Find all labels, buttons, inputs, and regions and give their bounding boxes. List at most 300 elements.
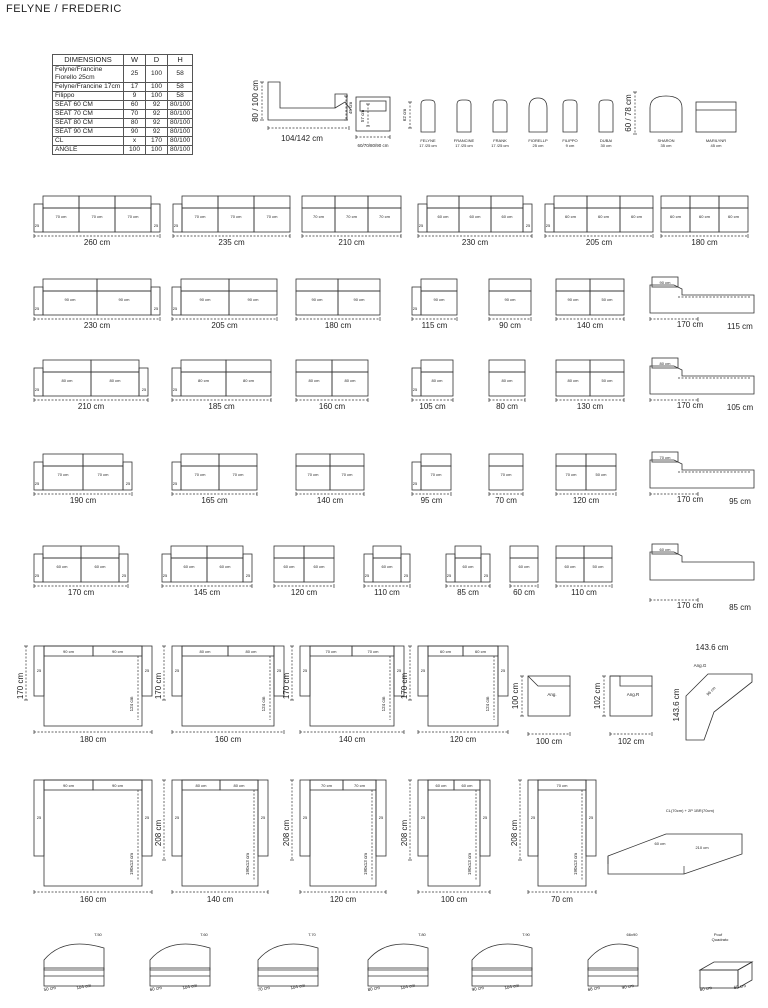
total-width-label: 110 cm <box>571 588 597 597</box>
seat-width-label: 60 cm <box>598 214 609 219</box>
seat-cushion <box>79 208 115 232</box>
seat-width-label: 80 cm <box>198 378 209 383</box>
backrest <box>296 454 330 466</box>
seat-cushion <box>554 208 587 232</box>
armrest-shape <box>563 100 577 132</box>
seat-width-label: 70 cm <box>232 472 244 477</box>
armrest-shape <box>650 96 682 132</box>
seat-cushion <box>207 558 243 582</box>
seat-cushion <box>43 466 83 490</box>
table-cell: Felyne/Francine Fiorello 25cm <box>53 66 124 83</box>
angle-height-label: 102 cm <box>593 682 602 710</box>
backrest <box>182 196 218 208</box>
backrest <box>335 196 368 208</box>
seat-cushion <box>491 208 523 232</box>
armrest-size: 25 cm <box>532 143 544 148</box>
total-width-label: 115 cm <box>421 321 448 330</box>
table-cell: 92 <box>146 128 168 137</box>
backrest <box>584 546 612 558</box>
backrest <box>459 196 491 208</box>
seat-cushion <box>332 372 368 396</box>
backrest <box>43 546 81 558</box>
seat-cushion <box>489 466 523 490</box>
seat-cushion <box>97 291 151 315</box>
table-cell: 17 <box>124 83 146 92</box>
armrest-name: FIORELLP <box>528 138 548 143</box>
pouf-width-label: 104 cm <box>504 982 520 991</box>
seat-width-label: 90 cm <box>567 297 579 302</box>
chaise-outline <box>650 552 754 580</box>
side-width-label: 25 <box>36 815 42 820</box>
arm-height-label: 62 cm <box>402 108 407 122</box>
pouf-back <box>368 944 428 970</box>
plan-body <box>428 646 498 726</box>
chaise-top-label: 90 cm <box>659 280 671 285</box>
backrest <box>455 546 481 558</box>
seat-width-label: 60 cm <box>56 564 68 569</box>
angle-width-label: 100 cm <box>535 737 563 746</box>
seat-cushion <box>489 372 525 396</box>
table-cell: Filippo <box>53 92 124 101</box>
total-width-label: 185 cm <box>208 402 235 411</box>
seat-width-label: 70 cm <box>307 472 319 477</box>
armrest-name: MARILYNR <box>705 138 727 143</box>
backrest <box>338 279 380 291</box>
seat-cushion <box>373 558 401 582</box>
seat-width-label: 70 cm <box>346 214 357 219</box>
pouf-depth-label: 66 cm <box>587 984 601 993</box>
table-cell: 80/100 <box>168 119 193 128</box>
seat-width-label: 80 cm <box>567 378 579 383</box>
backrest <box>181 454 219 466</box>
pouf-back <box>150 944 210 970</box>
total-width-label: 140 cm <box>206 895 234 904</box>
table-cell: SEAT 70 CM <box>53 110 124 119</box>
table-cell: 80/100 <box>168 137 193 146</box>
side-width-label: 25 <box>302 668 308 673</box>
seat-cushion <box>590 372 624 396</box>
seat-cushion <box>171 558 207 582</box>
backrest <box>510 546 538 558</box>
chaise-outline <box>650 366 754 394</box>
total-width-label: 235 cm <box>218 238 245 247</box>
table-cell: 70 <box>124 110 146 119</box>
backrest <box>590 279 624 291</box>
total-width-label: 70 cm <box>551 895 573 904</box>
table-cell: 100 <box>146 92 168 101</box>
arm-width-label: 25 <box>153 223 159 228</box>
total-width-label: 180 cm <box>324 321 352 330</box>
arm-width-label: 25 <box>364 573 370 578</box>
seat-cushion <box>455 558 481 582</box>
seat-width-label: 50 cm <box>595 472 607 477</box>
total-width-label: 165 cm <box>201 496 228 505</box>
seat-width-label: 60 cm <box>699 214 710 219</box>
table-cell: 170 <box>146 137 168 146</box>
header-cell: H <box>168 55 193 66</box>
seat-width-label: 70 cm <box>266 214 278 219</box>
backrest <box>229 279 277 291</box>
backrest <box>368 196 401 208</box>
table-cell: 80 <box>124 119 146 128</box>
pouf-depth-label: 60 cm <box>149 984 163 993</box>
pouf-label: T.80 <box>418 932 426 937</box>
side-width-label: 25 <box>260 815 266 820</box>
depth-label: 190x13 cm <box>245 852 250 876</box>
seat-cushion <box>81 558 119 582</box>
pouf-width-label: 104 cm <box>76 982 92 991</box>
table-cell: 100 <box>146 146 168 155</box>
angle-label: Ang.R <box>626 692 640 697</box>
seat-width-label: 60 cm <box>728 214 739 219</box>
depth-label: 124 cm <box>261 696 266 712</box>
seat-width-label: 80 cm <box>245 649 257 654</box>
seat-cushion <box>556 466 586 490</box>
total-width-label: 205 cm <box>585 238 613 247</box>
height-label: 208 cm <box>282 819 291 847</box>
seat-cushion <box>335 208 368 232</box>
angle-height-label: 143.6 cm <box>672 688 681 722</box>
armrest-shape <box>493 100 507 132</box>
pouf-body <box>472 968 532 986</box>
seat-height-label: 45 cm <box>348 101 353 115</box>
total-width-label: 160 cm <box>318 402 346 411</box>
plan-body <box>44 780 142 886</box>
seat-width-label: 80 cm <box>195 783 207 788</box>
total-width-label: 140 cm <box>316 496 344 505</box>
seat-cushion <box>556 372 590 396</box>
backrest <box>719 196 748 208</box>
armrest-shape <box>421 100 435 132</box>
seat-width-label: 50 cm <box>601 378 613 383</box>
side-width-label: 25 <box>588 815 594 820</box>
total-width-label: 180 cm <box>79 735 107 744</box>
armrest-size: 30 cm <box>600 143 612 148</box>
seat-width-label: 80 cm <box>308 378 320 383</box>
side-width-label: 25 <box>420 668 426 673</box>
side-width-label: 25 <box>396 668 402 673</box>
seat-width-label: 90 cm <box>504 297 516 302</box>
backrest <box>330 454 364 466</box>
cl-note-label: CL(70cm) + 2P 1BR(70cm) <box>665 808 715 813</box>
table-cell: 58 <box>168 66 193 83</box>
chaise-depth-label: 170 cm <box>676 495 704 504</box>
armrest-name: FRANK <box>493 138 507 143</box>
seat-width-label: 90 cm <box>64 297 76 302</box>
seat-cushion <box>556 558 584 582</box>
armrest-shape <box>457 100 471 132</box>
table-cell: 92 <box>146 101 168 110</box>
seat-width-label: 70 cm <box>354 783 365 788</box>
armrest-name: FRANCINE <box>453 138 475 143</box>
angle-label: Ang. <box>547 692 557 697</box>
seat-width-label: 60 cm <box>501 214 513 219</box>
total-width-label: 145 cm <box>193 588 221 597</box>
total-width-label: 70 cm <box>495 496 517 505</box>
backrest <box>43 360 91 372</box>
height-label: 170 cm <box>16 672 25 700</box>
arm-width-label: 25 <box>446 573 452 578</box>
backrest <box>489 454 523 466</box>
height-label: 208 cm <box>154 819 163 847</box>
seat-width-label: 50 cm <box>592 564 604 569</box>
seat-width-label: 70 cm <box>194 214 206 219</box>
pouf-depth-label: 90 cm <box>471 984 485 993</box>
seat-width-label: 90 cm <box>63 783 74 788</box>
arm-width-label: 25 <box>412 306 418 311</box>
pouf-depth-label: 70 cm <box>257 984 271 993</box>
height-label: 80 / 100 cm <box>251 80 260 122</box>
backrest <box>81 546 119 558</box>
pouf-label: 66x90 <box>626 932 638 937</box>
seat-width-label: 70 cm <box>430 472 442 477</box>
pouf-width-label: 90 cm <box>621 982 635 991</box>
seat-cushion <box>330 466 364 490</box>
seat-cushion <box>218 208 254 232</box>
seat-cushion <box>83 466 123 490</box>
backrest <box>91 360 139 372</box>
side-width-label: 25 <box>500 668 506 673</box>
pouf-back <box>588 944 638 970</box>
table-cell: 80/100 <box>168 146 193 155</box>
seat-cushion <box>510 558 538 582</box>
seat-cushion <box>421 372 453 396</box>
backrest <box>274 546 304 558</box>
total-width-label: 160 cm <box>214 735 242 744</box>
pouf-depth-label: 80 cm <box>367 984 381 993</box>
backrest <box>43 454 83 466</box>
depth-label: 104/142 cm <box>281 134 323 143</box>
seat-cushion <box>91 372 139 396</box>
armrest-size: 9 cm <box>565 143 575 148</box>
backrest <box>79 196 115 208</box>
seat-cushion <box>489 291 531 315</box>
seat-width-label: 90 cm <box>112 783 123 788</box>
side-width-label: 25 <box>378 815 384 820</box>
seat-width-label: 70 cm <box>321 783 332 788</box>
armrest-shape <box>696 102 736 132</box>
table-cell: SEAT 60 CM <box>53 101 124 110</box>
table-cell: 60 <box>124 101 146 110</box>
backrest <box>587 196 620 208</box>
pouf-depth-label: 60 cm <box>699 984 713 993</box>
arm-width-label: 25 <box>172 387 178 392</box>
seat-cushion <box>296 372 332 396</box>
seat-width-label: 60 cm <box>94 564 106 569</box>
seat-width-label: 70 cm <box>379 214 390 219</box>
plan-body <box>428 780 480 886</box>
total-width-label: 105 cm <box>419 402 446 411</box>
seat-width-label: 70 cm <box>341 472 353 477</box>
depth-label: 190x13 cm <box>573 852 578 876</box>
seat-width-label: 60 cm <box>564 564 576 569</box>
total-width-label: 230 cm <box>83 321 111 330</box>
side-width-label: 25 <box>276 668 282 673</box>
total-width-label: 205 cm <box>211 321 238 330</box>
total-width-label: 140 cm <box>338 735 366 744</box>
seat-cushion <box>427 208 459 232</box>
height-label: 170 cm <box>282 672 291 700</box>
seat-cushion <box>661 208 690 232</box>
armrest-name: FILIPPO <box>562 138 578 143</box>
seat-cushion <box>296 291 338 315</box>
seat-width-label: 90 cm <box>353 297 365 302</box>
seat-cushion <box>586 466 616 490</box>
seat-cushion <box>590 291 624 315</box>
table-cell: SEAT 80 CM <box>53 119 124 128</box>
seat-width-label: 80 cm <box>431 378 443 383</box>
backrest <box>620 196 653 208</box>
seat-cushion <box>459 208 491 232</box>
seat-width-label: 80 cm <box>109 378 121 383</box>
depth-label: 124 cm <box>381 696 386 712</box>
depth-label: 190x13 cm <box>467 852 472 876</box>
height-label: 208 cm <box>400 819 409 847</box>
arm-width-label: 25 <box>418 223 424 228</box>
seat-cushion <box>43 291 97 315</box>
table-cell: 80/100 <box>168 101 193 110</box>
arm-width-label: 25 <box>125 481 131 486</box>
seat-cushion <box>254 208 290 232</box>
seat-width-label: 60 cm <box>565 214 576 219</box>
total-width-label: 95 cm <box>420 496 443 505</box>
seat-width-label: 70 cm <box>55 214 67 219</box>
chaise-outline <box>650 460 754 488</box>
seat-width-label: 70 cm <box>127 214 139 219</box>
side-width-label: 25 <box>174 668 180 673</box>
plan-body <box>182 646 274 726</box>
arm-width-label: 25 <box>483 573 489 578</box>
side-width-label: 25 <box>530 815 536 820</box>
seat-cushion <box>719 208 748 232</box>
armrest-size: 17 /25 cm <box>455 143 473 148</box>
side-width-label: 25 <box>174 815 180 820</box>
table-cell: 58 <box>168 92 193 101</box>
seat-cushion <box>421 466 451 490</box>
total-width-label: 210 cm <box>77 402 105 411</box>
table-cell: 9 <box>124 92 146 101</box>
header-cell: W <box>124 55 146 66</box>
seat-width-label: 90 cm <box>311 297 323 302</box>
arm-width-label: 25 <box>545 223 551 228</box>
total-width-label: 120 cm <box>572 496 600 505</box>
seat-cushion <box>296 466 330 490</box>
pouf-depth-label: 50 cm <box>43 984 57 993</box>
seat-width-label: 70 cm <box>565 472 577 477</box>
seat-cushion <box>338 291 380 315</box>
table-cell: 25 <box>124 66 146 83</box>
seat-width-label: 60 cm <box>313 564 325 569</box>
arm-width-label: 25 <box>141 387 147 392</box>
backrest <box>556 454 586 466</box>
pouf-label: T.90 <box>522 932 530 937</box>
seat-width-label: 70 cm <box>194 472 206 477</box>
seat-cushion <box>620 208 653 232</box>
pouf-label: Quadrato <box>711 937 729 942</box>
total-width-label: 140 cm <box>576 321 604 330</box>
depth-label: 124 cm <box>485 696 490 712</box>
seat-cushion <box>115 208 151 232</box>
seat-width-label: 80 cm <box>199 649 211 654</box>
armrest-size: 45 cm <box>710 143 722 148</box>
arm-width-label: 25 <box>153 306 159 311</box>
backrest <box>304 546 334 558</box>
pouf-body <box>258 968 318 986</box>
table-cell: SEAT 90 CM <box>53 128 124 137</box>
seat-cushion <box>690 208 719 232</box>
armrest-name: SHARON <box>657 138 675 143</box>
seat-cushion <box>556 291 590 315</box>
arm-width-label: 25 <box>34 481 40 486</box>
arm-width-label: 25 <box>173 223 179 228</box>
backrest <box>181 279 229 291</box>
header-cell: D <box>146 55 168 66</box>
seat-width-label: 90 cm <box>433 297 445 302</box>
seat-cushion <box>274 558 304 582</box>
chaise-outline <box>650 285 754 313</box>
table-cell: 100 <box>146 66 168 83</box>
side-width-label: 25 <box>144 668 150 673</box>
chaise-width-label: 95 cm <box>729 497 751 506</box>
seat-width-label: 80 cm <box>344 378 356 383</box>
backrest <box>421 454 451 466</box>
cl-width-label: 210 cm <box>695 845 709 850</box>
seat-cushion <box>302 208 335 232</box>
arm-width-label: 25 <box>34 306 40 311</box>
seat-width-label: 60 cm <box>518 564 530 569</box>
total-width-label: 120 cm <box>290 588 318 597</box>
height-label: 170 cm <box>400 672 409 700</box>
table-cell: 80/100 <box>168 128 193 137</box>
seat-width-label: 50 cm <box>601 297 613 302</box>
backrest <box>43 279 97 291</box>
angle-height-label: 100 cm <box>511 682 520 710</box>
back-height-label: 57 cm <box>360 109 365 123</box>
seat-width-label: 60 cm <box>437 214 449 219</box>
cl-depth-label: 60 cm <box>654 841 666 846</box>
backrest <box>661 196 690 208</box>
side-width-label: 25 <box>36 668 42 673</box>
arm-width-label: 25 <box>525 223 531 228</box>
table-cell: 100 <box>124 146 146 155</box>
backrest <box>226 360 271 372</box>
armrest-shape <box>599 100 613 132</box>
table-cell: ANGLE <box>53 146 124 155</box>
backrest <box>489 279 531 291</box>
armrest-size: 17 /25 cm <box>419 143 437 148</box>
backrest <box>586 454 616 466</box>
backrest <box>171 546 207 558</box>
seat-cushion <box>219 466 257 490</box>
total-width-label: 130 cm <box>576 402 604 411</box>
seat-cushion <box>226 372 271 396</box>
seat-width-label: 70 cm <box>91 214 103 219</box>
chaise-top-label: 60 cm <box>659 547 671 552</box>
seat-width-label: 60 cm <box>183 564 195 569</box>
side-width-label: 25 <box>420 815 426 820</box>
seat-cushion <box>584 558 612 582</box>
total-width-label: 260 cm <box>83 238 111 247</box>
pouf-body <box>150 968 210 986</box>
angle-g-module <box>686 674 752 740</box>
table-cell: CL <box>53 137 124 146</box>
seat-width-label: 70 cm <box>313 214 324 219</box>
backrest <box>296 279 338 291</box>
backrest <box>207 546 243 558</box>
plan-body <box>538 780 586 886</box>
backrest <box>556 546 584 558</box>
arm-width-label: 25 <box>245 573 251 578</box>
